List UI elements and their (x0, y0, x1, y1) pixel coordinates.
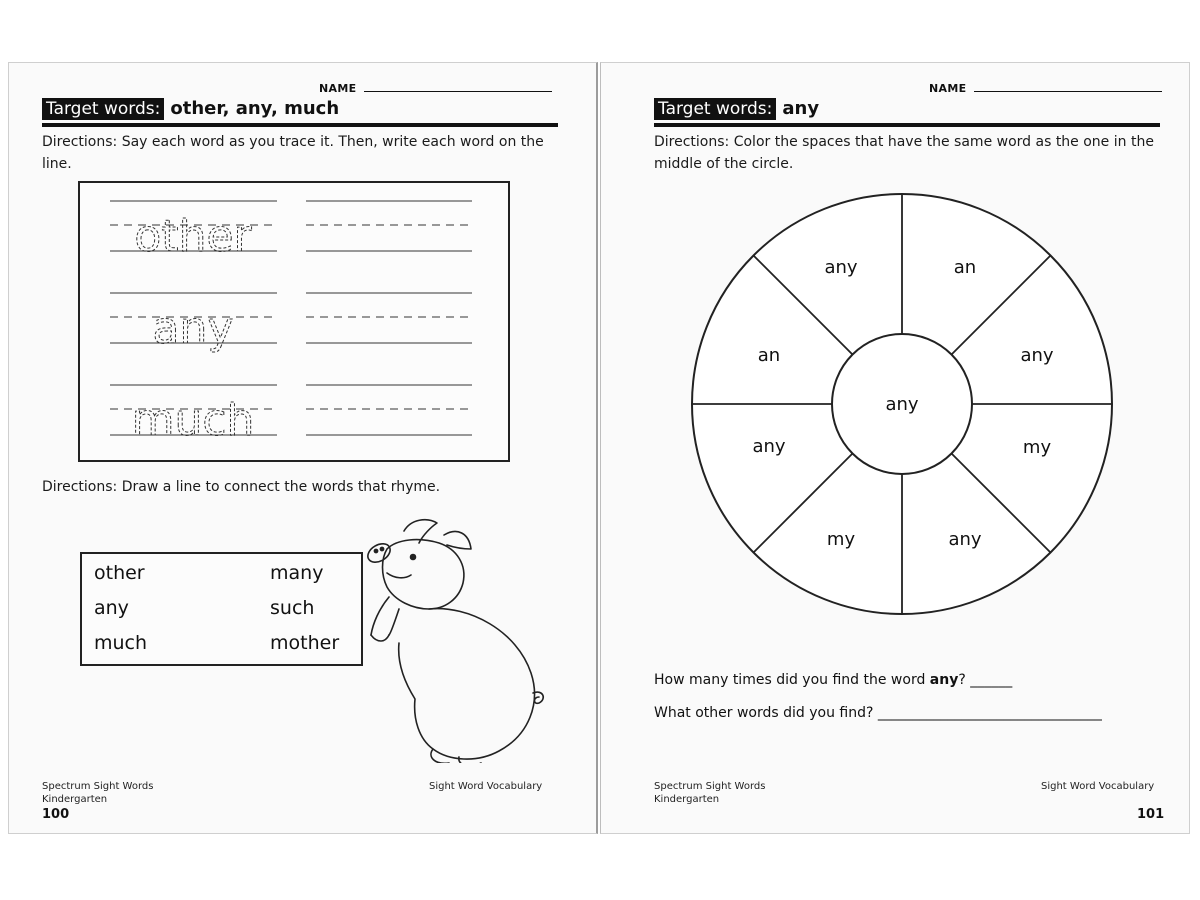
directions-color: Directions: Color the spaces that have the same word as the one in the middle of the circle. (654, 134, 1154, 172)
directions-trace: Directions: Say each word as you trace it. Then, write each word on the line. (42, 134, 544, 172)
rhyme-right-word[interactable]: many (270, 562, 324, 584)
trace-box (78, 181, 510, 462)
trace-word-much: much (131, 395, 255, 446)
rhyme-right-word[interactable]: such (270, 597, 315, 619)
wheel-segment[interactable]: my (1022, 437, 1052, 458)
rhyme-left-word[interactable]: any (94, 597, 129, 619)
question-other-words[interactable]: What other words did you find? ________________________________ (654, 705, 1102, 721)
question-any-count[interactable] (654, 672, 1012, 688)
wheel-segment[interactable]: an (953, 257, 977, 278)
footer-book: Spectrum Sight Words (42, 781, 154, 792)
question1-suffix: ? ______ (958, 672, 1013, 688)
footer-grade: Kindergarten (42, 794, 108, 805)
trace-word-any: any (152, 303, 234, 354)
trace-word-other: other (134, 211, 252, 262)
directions-rhyme: Directions: Draw a line to connect the words that rhyme. (42, 479, 441, 495)
target-words-header (42, 97, 558, 127)
footer-book: Spectrum Sight Words (654, 781, 766, 792)
footer-section: Sight Word Vocabulary (1041, 781, 1155, 792)
right-page (600, 62, 1190, 834)
left-page (8, 62, 598, 834)
name-label: NAME (929, 82, 967, 95)
wheel-segment[interactable]: any (948, 529, 982, 550)
name-field[interactable] (929, 82, 1162, 95)
footer-section: Sight Word Vocabulary (429, 781, 543, 792)
name-blank[interactable] (974, 91, 1162, 92)
footer-grade: Kindergarten (654, 794, 720, 805)
question1-prefix: How many times did you find the word (654, 672, 930, 688)
rhyme-left-word[interactable]: other (94, 562, 145, 584)
target-label: Target words: (42, 98, 164, 120)
wheel-segment[interactable]: an (757, 345, 781, 366)
name-blank[interactable] (364, 91, 552, 92)
center-word: any (885, 394, 919, 415)
wheel-segment[interactable]: any (752, 436, 786, 457)
wheel-segment[interactable]: my (826, 529, 856, 550)
wheel-segment[interactable]: any (1020, 345, 1054, 366)
word-wheel (690, 192, 1114, 616)
target-words: any (782, 98, 820, 119)
rhyme-right-word[interactable]: mother (270, 632, 340, 654)
name-label: NAME (319, 82, 357, 95)
name-field[interactable] (319, 82, 552, 95)
trace-lines[interactable] (80, 183, 512, 464)
target-label: Target words: (654, 98, 776, 120)
page-number: 101 (1137, 807, 1165, 822)
wheel-segment[interactable]: any (824, 257, 858, 278)
question1-bold-word: any (929, 672, 959, 688)
rhyme-box (80, 552, 363, 666)
target-words: other, any, much (170, 98, 340, 119)
rhyme-left-word[interactable]: much (94, 632, 148, 654)
page-number: 100 (42, 807, 70, 822)
pig-illustration (349, 513, 549, 763)
target-words-header (654, 97, 1160, 127)
